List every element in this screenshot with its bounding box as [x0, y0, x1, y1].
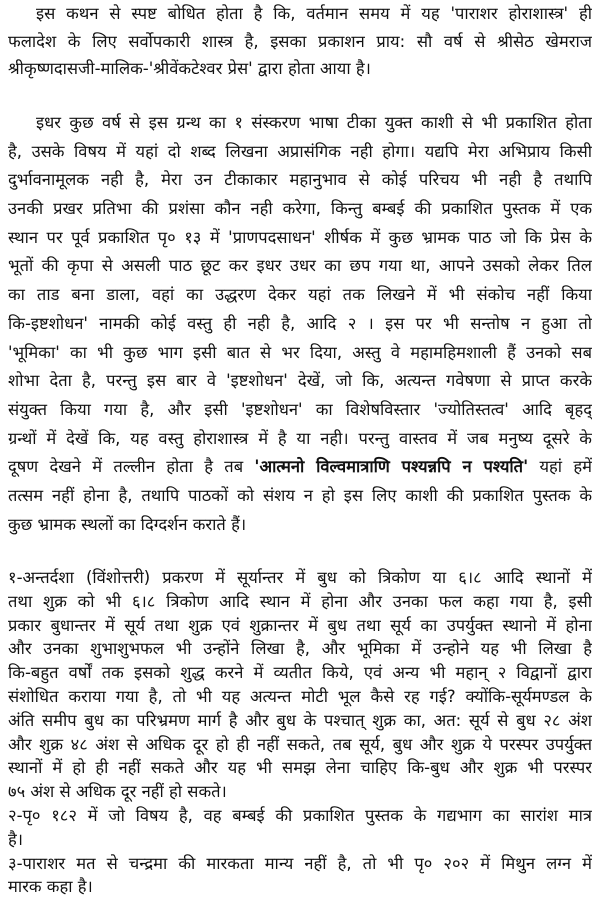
text-line — [8, 590, 592, 614]
line-text: कि-बहुत वर्षों तक इसको शुद्ध करने में व्यतीत किये, एवं अन्य भी महान् २ विद्वानों द्वारा — [8, 663, 592, 683]
text-line — [8, 685, 592, 709]
line-text: मारक कहा है। — [8, 877, 93, 897]
line-text: भूतों की कृपा से असली पाठ छूट कर इधर उधर का छप गया था, आपने उसको लेकर तिल — [8, 256, 592, 276]
paragraph-kashi-edition-critique — [8, 109, 592, 539]
text-line — [8, 637, 592, 661]
line-text: संशोधित कराया गया है, तो भी यह अत्यन्त मोटी भूल कैसे रह गई? क्योंकि-सूर्यमण्डल के — [8, 686, 592, 706]
line-text: प्रकार बुधान्तर में सूर्य तथा शुक्र एवं शुक्रान्तर में बुध तथा सूर्य का उपर्युक्त स्थानो में होना — [8, 615, 592, 635]
text-line — [8, 195, 592, 224]
line-text: उनकी प्रखर प्रतिभा की प्रशंसा कौन नही करेगा, किन्तु बम्बई की प्रकाशित पुस्तक में एक — [8, 199, 592, 219]
text-line — [8, 0, 592, 28]
line-text: तत्सम नहीं होना है, तथापि पाठकों को संशय न हो इस लिए काशी की प्रकाशित पुस्तक के — [8, 485, 592, 505]
text-line — [8, 875, 592, 899]
line-text: स्थान पर पूर्व प्रकाशित पृ० १३ में 'प्राणपदसाधन' शीर्षक में कुछ भ्रामक पाठ जो कि प्रेस के — [8, 227, 592, 247]
text-line — [8, 482, 592, 511]
paragraph-publication-history — [8, 0, 592, 83]
line-text: संयुक्त किया गया है, और इसी 'इष्टशोधन' का विशेषविस्तार 'ज्योतिस्तत्व' आदि बृहद् — [8, 399, 592, 419]
line-text: श्रीकृष्णदासजी-मालिक-'श्रीवेंकटेश्वर प्रेस' द्वारा होता आया है। — [8, 59, 371, 78]
text-line — [8, 109, 592, 138]
line-text: इस कथन से स्पष्ट बोधित होता है कि, वर्तमान समय में यह 'पाराशर होराशास्त्र' ही — [36, 4, 592, 23]
text-line — [8, 756, 592, 780]
text-line — [8, 709, 592, 733]
text-line — [8, 852, 592, 876]
line-text: दुर्भावनामूलक नही है, मेरा उन टीकाकार महानुभाव से कोई परिचय भी नही है तथापि — [8, 170, 592, 190]
text-line — [8, 661, 592, 685]
line-text-continuation: यहां हमें — [528, 457, 592, 477]
text-line — [8, 138, 592, 167]
line-text: शोभा देता है, परन्तु इस बार वे 'इष्टशोधन' देखें, जो कि, अत्यन्त गवेषणा से प्राप्त करके — [8, 371, 592, 391]
text-line — [8, 733, 592, 757]
text-line — [8, 453, 592, 482]
line-text: २-पृ० १८२ में जो विषय है, वह बम्बई की प्रकाशित पुस्तक के गद्यभाग का सारांश मात्र — [8, 805, 592, 825]
line-text: कि-इष्टशोधन' नामकी कोई वस्तु ही नही है, आदि २ । इस पर भी सन्तोष न हुआ तो — [8, 313, 592, 333]
quoted-sanskrit-phrase: 'आत्मनो विल्वमात्राणि पश्यन्नपि न पश्यति' — [254, 457, 529, 477]
line-text: १-अन्तर्दशा (विंशोत्तरी) प्रकरण में सूर्यान्तर में बुध को त्रिकोण या ६।८ आदि स्थानों में — [8, 568, 592, 587]
text-line — [8, 166, 592, 195]
text-line — [8, 367, 592, 396]
text-line — [8, 566, 592, 590]
text-line — [8, 28, 592, 56]
text-line — [8, 511, 592, 540]
line-text: दूषण देखने में तल्लीन होता है तब — [8, 457, 255, 477]
line-text: स्थानों में हो ही नहीं सकते और यह भी समझ लेना चाहिए कि-बुध और शुक्र भी परस्पर — [8, 758, 592, 778]
line-text: 'भूमिका' का भी कुछ भाग इसी बात से भर दिया, अस्तु वे महामहिमशाली हैं उनको सब — [8, 342, 592, 362]
line-text: और उनका शुभाशुभफल भी उन्होंने लिखा है, और भूमिका में उन्होने यह भी लिखा है — [8, 639, 592, 659]
paragraph-errors-list — [8, 566, 592, 899]
text-line — [8, 339, 592, 368]
line-text: ३-पाराशर मत से चन्द्रमा की मारकता मान्य नहीं है, तो भी पृ० २०२ में मिथुन लग्न में — [8, 853, 592, 873]
line-text: का ताड बना डाला, वहां का उद्धरण देकर यहां तक लिखने में भी संकोच नहीं किया — [8, 285, 592, 305]
text-line — [8, 828, 592, 852]
text-line — [8, 281, 592, 310]
line-text: ग्रन्थों में देखें कि, यह वस्तु होराशास्त्र में है या नही। परन्तु वास्तव में जब मनुष्य दूसरे के — [8, 428, 592, 448]
line-text: कुछ भ्रामक स्थलों का दिग्दर्शन कराते हैं। — [8, 514, 247, 534]
line-text: और शुक्र ४८ अंश से अधिक दूर हो ही नहीं सकते, तब सूर्य, बुध और शुक्र ये परस्पर उपर्युक्त — [8, 734, 592, 754]
text-line — [8, 55, 592, 83]
line-text: है। — [8, 829, 24, 849]
line-text: फलादेश के लिए सर्वोपकारी शास्त्र है, इसका प्रकाशन प्राय: सौ वर्ष से श्रीसेठ खेमराज — [8, 31, 592, 51]
text-line — [8, 425, 592, 454]
text-line — [8, 310, 592, 339]
line-text: तथा शुक्र को भी ६।८ त्रिकोण आदि स्थान में होना और उनका फल कहा गया है, इसी — [8, 591, 592, 611]
line-text: ७५ अंश से अधिक दूर नहीं हो सकते। — [8, 782, 227, 802]
line-text: अंति समीप बुध का परिभ्रमण मार्ग है और बुध के पश्चात् शुक्र का, अत: सूर्य से बुध २८ अंश — [8, 710, 592, 730]
line-text: है, उसके विषय में यहां दो शब्द लिखना अप्रासंगिक नही होगा। यद्यपि मेरा अभिप्राय किसी — [8, 141, 592, 161]
text-line — [8, 224, 592, 253]
text-line — [8, 252, 592, 281]
line-text: इधर कुछ वर्ष से इस ग्रन्थ का १ संस्करण भाषा टीका युक्त काशी से भी प्रकाशित होता — [36, 113, 592, 132]
text-line — [8, 804, 592, 828]
text-line — [8, 396, 592, 425]
text-line — [8, 614, 592, 638]
text-line — [8, 780, 592, 804]
